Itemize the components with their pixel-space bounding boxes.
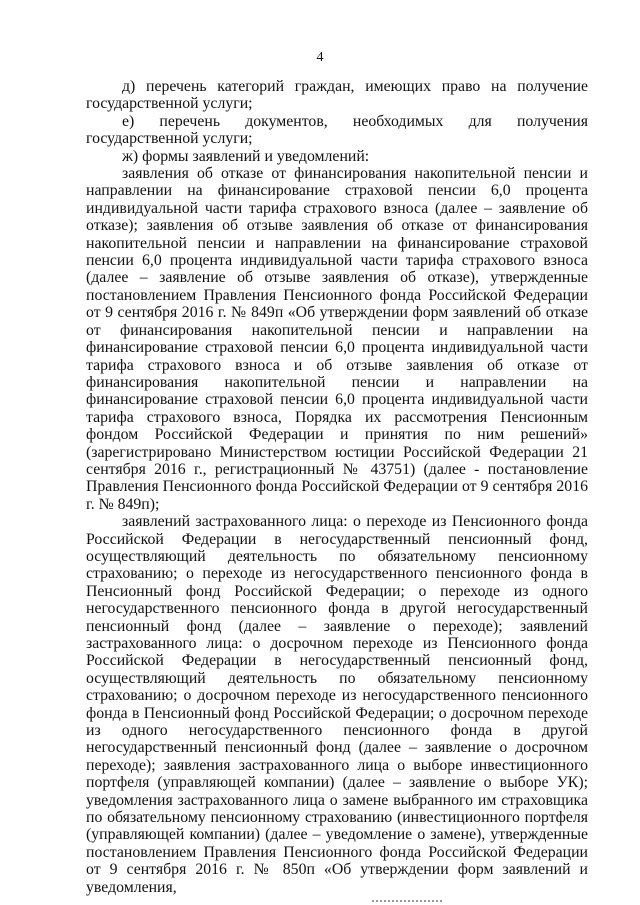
list-item-e: е) перечень документов, необходимых для получения государственной услуги; (86, 112, 588, 148)
list-item-zh: ж) формы заявлений и уведомлений: (122, 147, 370, 165)
paragraph-transfer-forms: заявлений застрахованного лица: о переходе из Пенсионного фонда Российской Федерации в негосударственный пенсионный фонд, осуществляющий деятельность по обязательному пенсионному страхованию; о переходе из негосударственного пенсионного фонда в Пенсионный фонд Российской Федерации; о переходе из одного негосударственного пенсионного фонда в другой негосударственный пенсионный фонд (далее – заявление о переходе); заявлений застрахованного лица: о досрочном переходе из Пенсионного фонда Российской Федерации в негосударственный пенсионный фонд, осуществляющий деятельность по обязательному пенсионному страхованию; о досрочном переходе из негосударственного пенсионного фонда в Пенсионный фонд Российской Федерации; о досрочном переходе из одного негосударственного пенсионного фонда в другой негосударственный пенсионный фонд (далее – заявление о досрочном переходе); заявления застрахованного лица о выборе инвестиционного портфеля (управляющей компании) (далее – заявление о выборе УК); уведомления застрахованного лица о замене выбранного им страховщика по обязательному пенсионному страхованию (инвестиционного портфеля (управляющей компании) (далее – уведомление о замене), утвержденные постановлением Правления Пенсионного фонда Российской Федерации от 9 сентября 2016 г. № 850п «Об утверждении форм заявлений и уведомления, (86, 513, 588, 896)
page-number: 4 (316, 50, 324, 65)
list-item-d: д) перечень категорий граждан, имеющих право на получение государственной услуги; (86, 78, 588, 113)
paragraph-refusal-forms: заявления об отказе от финансирования накопительной пенсии и направлении на финансирование страховой пенсии 6,0 процента индивидуальной части тарифа страхового взноса (далее – заявление об отказе); заявления об отзыве заявления об отказе от финансирования накопительной пенсии и направлении на финансирование страховой пенсии 6,0 процента индивидуальной части тарифа страхового взноса (далее – заявление об отзыве заявления об отказе), утвержденные постановлением Правления Пенсионного фонда Российской Федерации от 9 сентября 2016 г. № 849п «Об утверждении форм заявлений об отказе от финансирования накопительной пенсии и направлении на финансирование страховой пенсии 6,0 процента индивидуальной части тарифа страхового взноса и об отзыве заявления об отказе от финансирования накопительной пенсии и направлении на финансирование страховой пенсии 6,0 процента индивидуальной части тарифа страхового взноса, Порядка их рассмотрения Пенсионным фондом Российской Федерации и принятия по ним решений» (зарегистрировано Министерством юстиции Российской Федерации 21 сентября 2016 г., регистрационный № 43751) (далее - постановление Правления Пенсионного фонда Российской Федерации от 9 сентября 2016 г. № 849п); (86, 165, 588, 513)
document-body (86, 78, 588, 896)
scan-artifact (372, 900, 442, 905)
